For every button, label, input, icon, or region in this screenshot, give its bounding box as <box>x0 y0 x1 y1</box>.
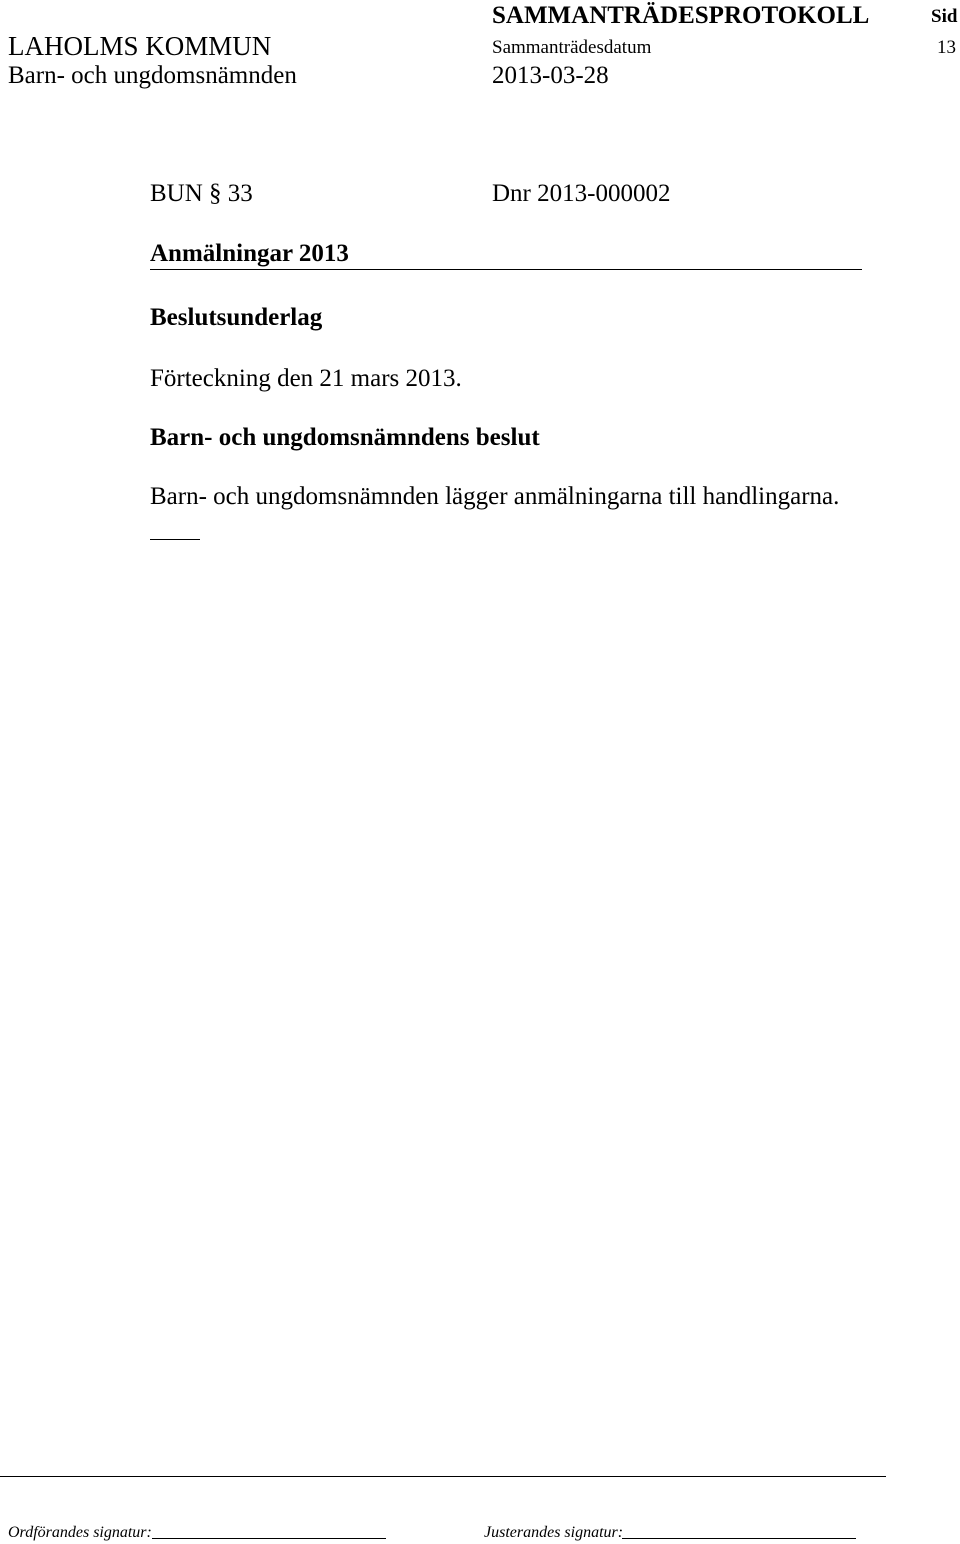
chair-signature-line <box>152 1538 386 1539</box>
underlag-heading: Beslutsunderlag <box>150 304 323 331</box>
organization-name: LAHOLMS KOMMUN <box>8 31 272 61</box>
page-label: Sid <box>931 6 958 27</box>
chair-signature-label: Ordförandes signatur: <box>8 1524 152 1541</box>
committee-name: Barn- och ungdomsnämnden <box>8 62 297 89</box>
adjuster-signature-line <box>622 1538 856 1539</box>
title-underline <box>150 269 862 270</box>
document-type: SAMMANTRÄDESPROTOKOLL <box>492 2 870 29</box>
item-title: Anmälningar 2013 <box>150 240 349 267</box>
footer-divider <box>0 1476 886 1477</box>
underlag-text: Förteckning den 21 mars 2013. <box>150 365 462 392</box>
page-number: 13 <box>937 37 956 58</box>
section-number: BUN § 33 <box>150 180 253 207</box>
end-rule <box>150 539 200 540</box>
adjuster-signature-label: Justerandes signatur: <box>484 1524 624 1541</box>
case-number: Dnr 2013-000002 <box>492 180 671 207</box>
beslut-text: Barn- och ungdomsnämnden lägger anmälningarna till handlingarna. <box>150 483 840 510</box>
meeting-date-value: 2013-03-28 <box>492 62 609 89</box>
beslut-heading: Barn- och ungdomsnämndens beslut <box>150 424 540 451</box>
meeting-date-label: Sammanträdesdatum <box>492 37 652 58</box>
